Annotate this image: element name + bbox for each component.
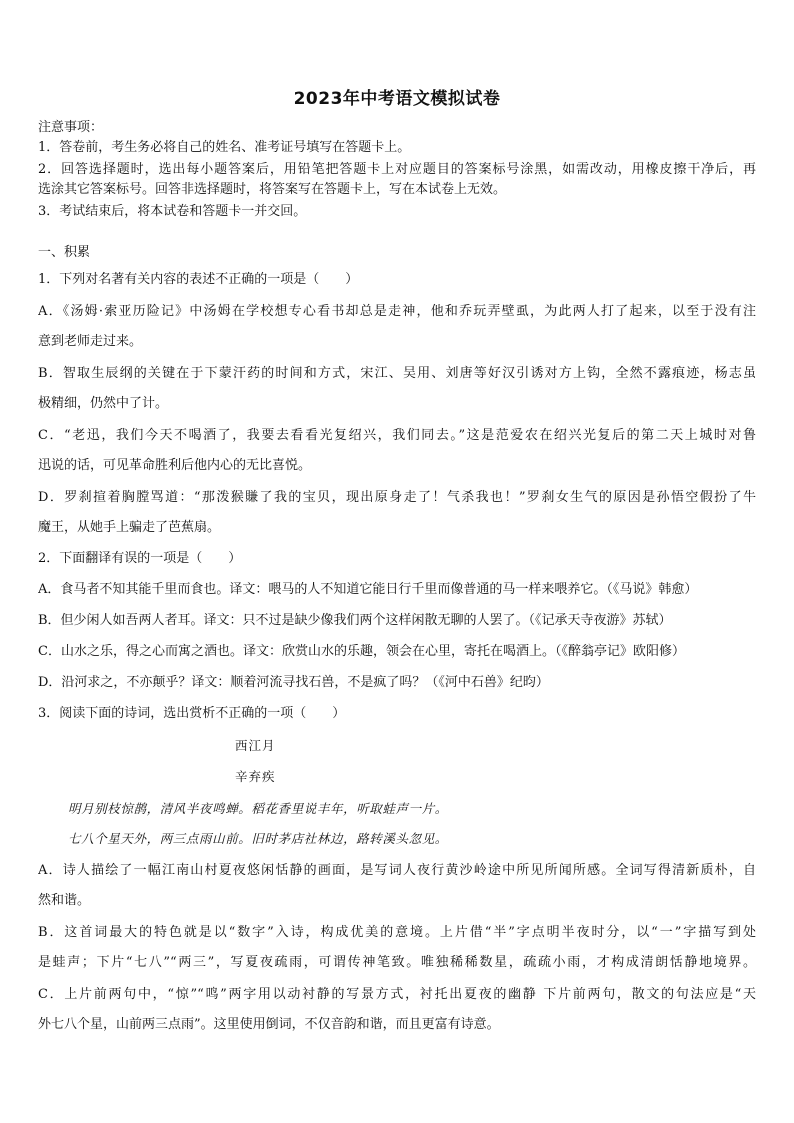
question-3-stem: 3．阅读下面的诗词，选出赏析不正确的一项（ ）: [38, 706, 346, 721]
question-1-option-c-line-1: C．“老迅，我们今天不喝酒了，我要去看看光复绍兴，我们同去。”这是范爱农在绍兴光复后的第二天上城时对鲁: [38, 428, 756, 443]
section-heading: 一、积累: [38, 245, 91, 260]
question-3-option-c-line-1: C．上片前两句中，“惊”“鸣”两字用以动衬静的写景方式，衬托出夏夜的幽静 下片前两句，散文的句法应是“天: [38, 987, 756, 1002]
poem-line-1: 明月别枝惊鹊，清风半夜鸣蝉。稻花香里说丰年，听取蛙声一片。: [68, 801, 448, 816]
question-1-option-c-line-2: 迅说的话，可见革命胜利后他内心的无比喜悦。: [38, 458, 312, 473]
question-3-option-a-line-1: A．诗人描绘了一幅江南山村夏夜悠闲恬静的画面，是写词人夜行黄沙岭途中所见所闻所感。全词写得清新质朴，自: [38, 863, 756, 878]
poem-author: 辛弃疾: [235, 769, 276, 784]
question-1-option-a-line-2: 意到老师走过来。: [38, 334, 143, 349]
notice-item-1: 1．答卷前，考生务必将自己的姓名、准考证号填写在答题卡上。: [38, 140, 411, 155]
question-1-option-b-line-2: 极精细，仍然中了计。: [38, 396, 169, 411]
question-1-option-d-line-2: 魔王，从她手上骗走了芭蕉扇。: [38, 520, 221, 535]
notice-item-3: 3．考试结束后，将本试卷和答题卡一并交回。: [38, 204, 307, 219]
question-2-option-b: B．但少闲人如吾两人者耳。译文：只不过是缺少像我们两个这样闲散无聊的人罢了。（《记承天寺夜游》苏轼）: [38, 613, 672, 628]
notice-heading: 注意事项：: [38, 120, 104, 135]
question-2-option-d: D．沿河求之，不亦颠乎？译文：顺着河流寻找石兽，不是疯了吗？（《河中石兽》纪昀）: [38, 675, 549, 690]
question-3-option-b-line-1: B．这首词最大的特色就是以“数字”入诗，构成优美的意境。上片借“半”字点明半夜时分，以“一”字描写到处: [38, 925, 756, 940]
poem-title: 西江月: [235, 738, 276, 753]
question-1-option-d-line-1: D．罗刹揎着胸膛骂道：“那泼猴賺了我的宝贝，现出原身走了！气杀我也！”罗刹女生气的原因是孙悟空假扮了牛: [38, 490, 756, 505]
question-2-stem: 2．下面翻译有误的一项是（ ）: [38, 551, 242, 566]
question-2-option-c: C．山水之乐，得之心而寓之酒也。译文：欣赏山水的乐趣，领会在心里，寄托在喝酒上。（《醉翁亭记》欧阳修）: [38, 644, 685, 659]
question-3-option-a-line-2: 然和谐。: [38, 893, 91, 908]
question-3-option-c-line-2: 外七八个星，山前两三点雨”。这里使用倒词，不仅音韵和谐，而且更富有诗意。: [38, 1017, 500, 1032]
question-3-option-b-line-2: 是蛙声；下片“七八”“两三”，写夏夜疏雨，可谓传神笔致。唯独稀稀数星，疏疏小雨，才构成清朗恬静地境界。: [38, 955, 756, 970]
poem-line-2: 七八个星天外，两三点雨山前。旧时茅店社林边，路转溪头忽见。: [68, 831, 448, 846]
notice-item-2-line-2: 选涂其它答案标号。回答非选择题时，将答案写在答题卡上，写在本试卷上无效。: [38, 182, 507, 197]
question-1-option-b-line-1: B．智取生辰纲的关键在于下蒙汗药的时间和方式，宋江、吴用、刘唐等好汉引诱对方上钩，全然不露痕迹，杨志虽: [38, 366, 756, 381]
exam-title: 2023年中考语文模拟试卷: [293, 89, 501, 109]
question-2-option-a: A．食马者不知其能千里而食也。译文：喂马的人不知道它能日行千里而像普通的马一样来喂养它。（《马说》韩愈）: [38, 582, 698, 597]
notice-item-2-line-1: 2．回答选择题时，选出每小题答案后，用铅笔把答题卡上对应题目的答案标号涂黑，如需改动，用橡皮擦干净后，再: [38, 162, 756, 177]
question-1-option-a-line-1: A．《汤姆·索亚历险记》中汤姆在学校想专心看书却总是走神，他和乔玩弄壁虱，为此两人打了起来，以至于没有注: [38, 304, 756, 319]
question-1-stem: 1．下列对名著有关内容的表述不正确的一项是（ ）: [38, 272, 359, 287]
